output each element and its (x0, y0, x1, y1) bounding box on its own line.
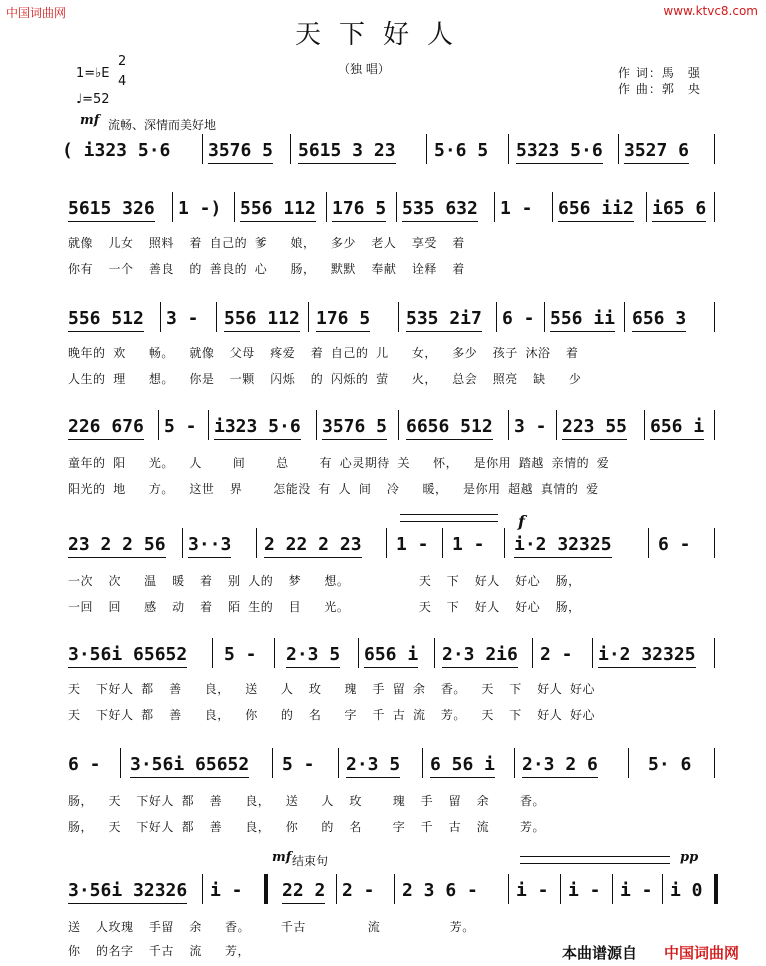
note-group: 5615 326 (68, 198, 155, 219)
note-group: 656 i (650, 416, 705, 437)
time-signature-top: 2 (118, 54, 127, 69)
footer-site-name: 中国词曲网 (664, 944, 740, 962)
note-group: 3·56i 65652 (68, 644, 188, 665)
note-group: i - (620, 880, 653, 901)
note-group: 5·6 5 (434, 140, 489, 161)
score-row (68, 642, 718, 674)
note-group: 3 - (514, 416, 547, 437)
note-group: 3 - (166, 308, 199, 329)
note-group: 535 2i7 (406, 308, 482, 329)
fermata-line (400, 514, 498, 522)
tempo-marking: ♩=52 (76, 92, 110, 107)
composer-credit: 作 曲：郭 央 (618, 82, 701, 96)
coda-label: 结束句 (292, 854, 329, 868)
note-group: 556 112 (240, 198, 316, 219)
dynamic-mf-coda: mf (272, 850, 292, 865)
note-group: i 0 (670, 880, 703, 901)
performance-subtitle: （独 唱） (338, 62, 390, 76)
note-group: 1 -) (178, 198, 222, 219)
lyric-line: 童年的 阳 光。 人 间 总 有 心灵期待 关 怀， 是你用 踏越 亲情的 爱 (68, 456, 610, 470)
lyric-line: 肠， 天 下好人 都 善 良， 你 的 名 字 千 古 流 芳。 (68, 820, 545, 834)
note-group: i - (516, 880, 549, 901)
note-group: 3576 5 (208, 140, 274, 161)
note-group: 6 - (502, 308, 535, 329)
key-signature: 1=♭E (76, 66, 110, 81)
note-group: i323 5·6 (214, 416, 301, 437)
note-group: 2 - (342, 880, 375, 901)
lyric-line: 就像 儿女 照料 着 自己的 爹 娘， 多少 老人 享受 着 (68, 236, 465, 250)
note-group: 656 ii2 (558, 198, 634, 219)
lyric-line: 一次 次 温 暖 着 别 人的 梦 想。 天 下 好人 好心 肠， (68, 574, 581, 588)
note-group: 226 676 (68, 416, 144, 437)
note-group: 3·56i 32326 (68, 880, 188, 901)
lyric-line: 阳光的 地 方。 这世 界 怎能没 有 人 间 冷 暖， 是你用 超越 真情的 爱 (68, 482, 599, 496)
note-group: 2·3 2i6 (442, 644, 518, 665)
note-group: 5 - (282, 754, 315, 775)
note-group: i·2 32325 (598, 644, 696, 665)
note-group: 5· 6 (648, 754, 692, 775)
lyric-line: 你 的名字 千古 流 芳， (68, 944, 251, 958)
note-group: i65 6 (652, 198, 707, 219)
note-group: 3527 6 (624, 140, 690, 161)
note-group: 656 i (364, 644, 419, 665)
lyricist-credit: 作 词：馬 强 (618, 66, 701, 80)
watermark-right: www.ktvc8.com (663, 4, 758, 18)
note-group: 535 632 (402, 198, 478, 219)
note-group: 22 2 (282, 880, 326, 901)
note-group: 5615 3 23 (298, 140, 396, 161)
note-group: 23 2 2 56 (68, 534, 166, 555)
score-row (68, 196, 718, 228)
note-group: 2·3 2 6 (522, 754, 598, 775)
note-group: i - (568, 880, 601, 901)
note-group: 1 - (500, 198, 533, 219)
note-group: 176 5 (316, 308, 371, 329)
dynamic-pp: pp (680, 850, 699, 865)
note-group: 6 - (658, 534, 691, 555)
score-row (68, 752, 718, 784)
note-group: i - (210, 880, 243, 901)
note-group: 5 - (224, 644, 257, 665)
note-group: 223 55 (562, 416, 628, 437)
time-signature-bottom: 4 (118, 74, 127, 89)
note-group: 2·3 5 (346, 754, 401, 775)
score-row (68, 306, 718, 338)
expression-marking: 流畅、深情而美好地 (108, 118, 217, 132)
note-group: 656 3 (632, 308, 687, 329)
note-group: 6 - (68, 754, 101, 775)
lyric-line: 天 下好人 都 善 良， 送 人 玫 瑰 手 留 余 香。 天 下 好人 好心 (68, 682, 595, 696)
lyric-line: 肠， 天 下好人 都 善 良， 送 人 玫 瑰 手 留 余 香。 (68, 794, 545, 808)
note-group: 2 22 2 23 (264, 534, 362, 555)
note-group: ( i323 5·6 (62, 140, 171, 161)
note-group: 2 - (540, 644, 573, 665)
dynamic-mf: mf (80, 113, 100, 128)
score-row (68, 532, 718, 564)
note-group: 3··3 (188, 534, 232, 555)
score-row (68, 414, 718, 446)
song-title: 天下好人 (294, 20, 471, 50)
note-group: 5 - (164, 416, 197, 437)
lyric-line: 你有 一个 善良 的 善良的 心 肠， 默默 奉献 诠释 着 (68, 262, 465, 276)
note-group: 6656 512 (406, 416, 493, 437)
note-group: 2 3 6 - (402, 880, 478, 901)
footer-source-label: 本曲谱源自 (562, 944, 638, 962)
watermark-left: 中国词曲网 (6, 6, 67, 20)
note-group: 5323 5·6 (516, 140, 603, 161)
note-group: 176 5 (332, 198, 387, 219)
note-group: 1 - (396, 534, 429, 555)
note-group: 6 56 i (430, 754, 496, 775)
lyric-line: 送 人玫瑰 手留 余 香。 千古 流 芳。 (68, 920, 475, 934)
note-group: 556 512 (68, 308, 144, 329)
lyric-line: 晚年的 欢 畅。 就像 父母 疼爱 着 自己的 儿 女， 多少 孩子 沐浴 着 (68, 346, 579, 360)
note-group: 3·56i 65652 (130, 754, 250, 775)
note-group: 556 112 (224, 308, 300, 329)
lyric-line: 天 下好人 都 善 良， 你 的 名 字 千 古 流 芳。 天 下 好人 好心 (68, 708, 595, 722)
lyric-line: 人生的 理 想。 你是 一颗 闪烁 的 闪烁的 萤 火， 总会 照亮 缺 少 (68, 372, 582, 386)
note-group: 1 - (452, 534, 485, 555)
score-row (62, 138, 718, 170)
dynamic-f: f (518, 512, 525, 531)
note-group: 2·3 5 (286, 644, 341, 665)
score-row (68, 878, 718, 910)
note-group: 556 ii (550, 308, 616, 329)
decrescendo-line (520, 856, 670, 864)
note-group: i·2 32325 (514, 534, 612, 555)
note-group: 3576 5 (322, 416, 388, 437)
lyric-line: 一回 回 感 动 着 陌 生的 目 光。 天 下 好人 好心 肠， (68, 600, 581, 614)
